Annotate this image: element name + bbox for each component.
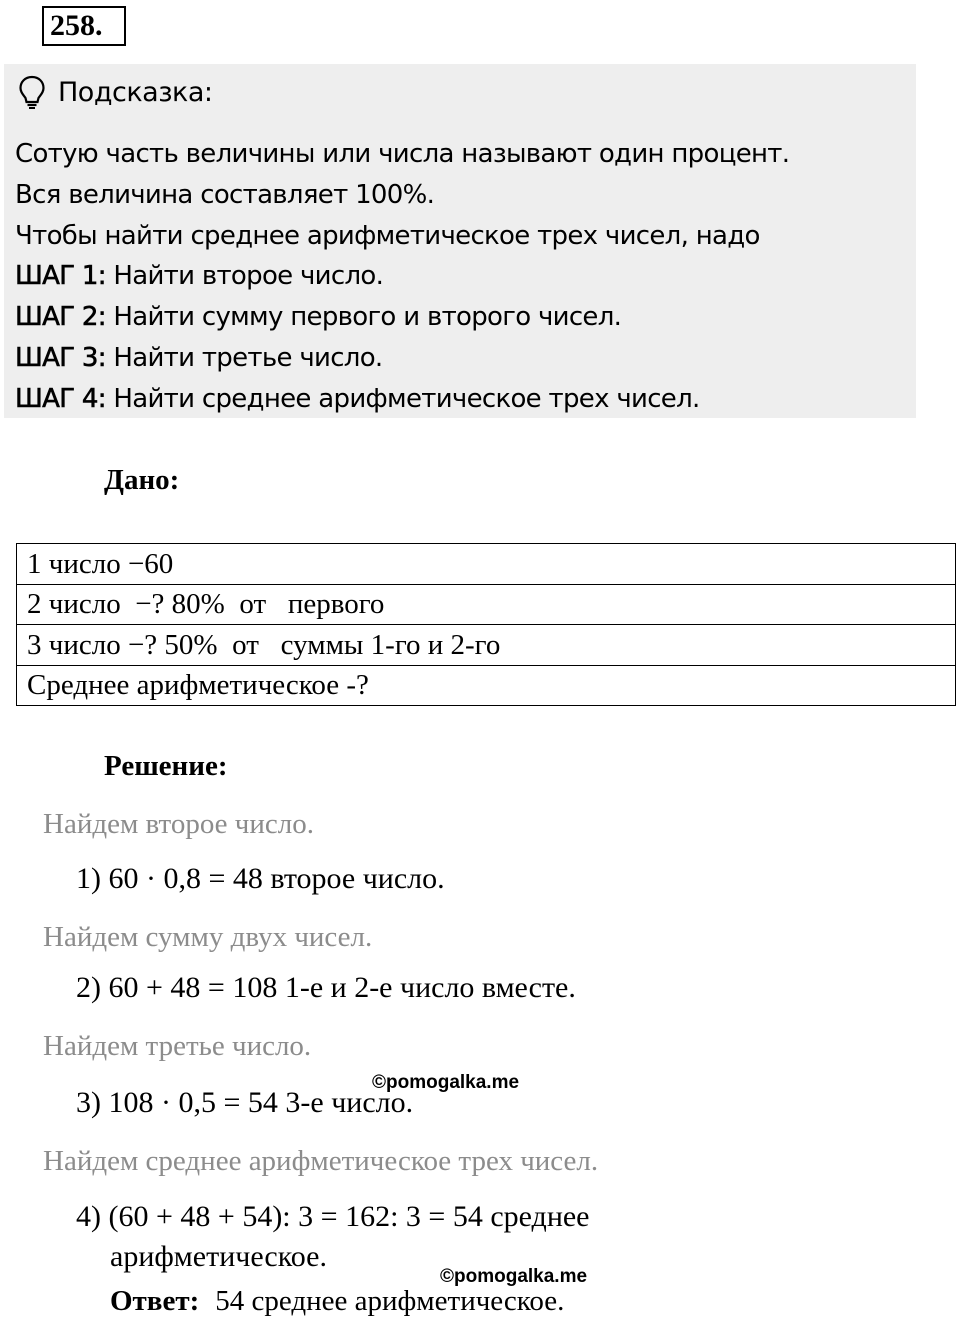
step-label: ШАГ 4: [15, 383, 106, 414]
step-text: Найти сумму первого и второго чисел. [105, 302, 622, 333]
hint-step [15, 297, 789, 338]
hint-box [4, 64, 916, 418]
given-cell: 1 число −60 [17, 544, 956, 585]
solution-comment: Найдем среднее арифметическое трех чисел. [43, 1145, 599, 1177]
lightbulb-icon [18, 75, 46, 109]
hint-header [18, 72, 213, 112]
answer [110, 1285, 564, 1318]
hint-text [15, 134, 789, 420]
solution-comment: Найдем третье число. [43, 1030, 312, 1062]
given-heading: Дано: [104, 464, 180, 496]
hint-line: Вся величина составляет 100%. [15, 179, 435, 210]
task-number: 258. [42, 6, 126, 46]
step-label: ШАГ 1: [15, 261, 106, 292]
solution-comment: Найдем второе число. [43, 808, 314, 840]
given-cell: 2 число −? 80% от первого [17, 584, 956, 625]
step-text: Найти среднее арифметическое трех чисел. [105, 383, 700, 414]
hint-step [15, 379, 789, 420]
table-row [17, 625, 956, 666]
given-cell: 3 число −? 50% от суммы 1-го и 2-го [17, 625, 956, 666]
hint-title: Подсказка: [58, 76, 213, 108]
given-table [16, 543, 956, 706]
hint-step [15, 256, 789, 297]
hint-line: Чтобы найти среднее арифметическое трех чисел, надо [15, 220, 760, 251]
table-row [17, 584, 956, 625]
hint-line: Сотую часть величины или числа называют один процент. [15, 139, 790, 169]
solution-step: 3) 108 · 0,5 = 54 3-е число. [76, 1086, 414, 1119]
hint-step [15, 338, 789, 379]
solution-heading: Решение: [104, 750, 228, 782]
table-row [17, 665, 956, 706]
step-label: ШАГ 3: [15, 342, 106, 373]
solution-step: 2) 60 + 48 = 108 1-е и 2-е число вместе. [76, 971, 576, 1004]
step-label: ШАГ 2: [15, 302, 106, 333]
solution-step: 1) 60 · 0,8 = 48 второе число. [76, 862, 445, 895]
watermark: ©pomogalka.me [372, 1072, 520, 1093]
watermark: ©pomogalka.me [440, 1266, 588, 1287]
step-text: Найти второе число. [105, 261, 384, 292]
step-text: Найти третье число. [105, 342, 383, 373]
solution-step: 4) (60 + 48 + 54): 3 = 162: 3 = 54 среднее [76, 1200, 590, 1233]
given-cell: Среднее арифметическое -? [17, 665, 956, 706]
answer-label: Ответ: [110, 1285, 200, 1317]
solution-step-continuation: арифметическое. [110, 1240, 327, 1273]
table-row [17, 544, 956, 585]
solution-comment: Найдем сумму двух чисел. [43, 921, 373, 953]
answer-text: 54 среднее арифметическое. [215, 1285, 565, 1317]
